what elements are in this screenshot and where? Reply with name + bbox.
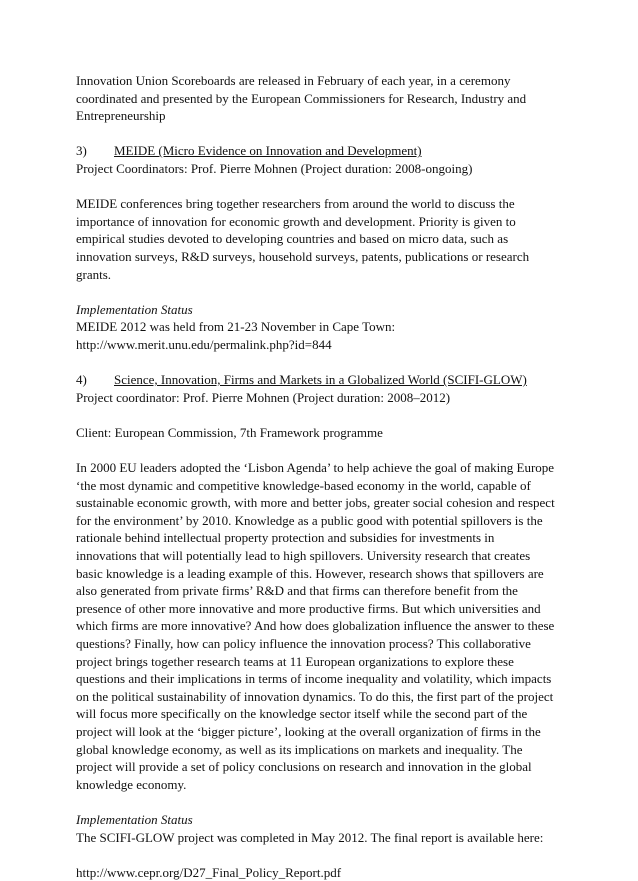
intro-paragraph: Innovation Union Scoreboards are released in February of each year, in a ceremony coordinated and presented by the European Commissioners for Research, Industry and Entrepreneurship: [76, 73, 527, 124]
section-4-title: Science, Innovation, Firms and Markets in a Globalized World (SCIFI-GLOW): [114, 372, 527, 388]
section-4-status-label: Implementation Status: [76, 811, 193, 827]
section-4-client: Client: European Commission, 7th Framework programme: [76, 424, 383, 440]
section-3-coordinators: Project Coordinators: Prof. Pierre Mohnen (Project duration: 2008-ongoing): [76, 160, 473, 176]
section-3-title: MEIDE (Micro Evidence on Innovation and Development): [114, 143, 422, 159]
section-3-link[interactable]: http://www.merit.unu.edu/permalink.php?id=844: [76, 336, 332, 352]
section-4-body: In 2000 EU leaders adopted the ‘Lisbon Agenda’ to help achieve the goal of making Europe ‘the most dynamic and competitive knowledge-based economy in the world, capable of sustainable economic growth, with more and better jobs, greater social cohesion and respect for the environment’ by 2010. Knowledge as a public good with potential spillovers is the rationale behind intellectual property protection and subsidies for investments in innovations that will potentially lead to high spillovers. University research that creates basic knowledge is a leading example of this. However, research shows that spillovers are also generated from private firms’ R&D and that firms can therefore benefit from the presence of other more innovative and more productive firms. But which universities and which firms are more innovative? And how does globalization influence the answer to these questions? Finally, how can policy influence the innovation process? This collaborative project brings together research teams at 11 European organizations to explore these questions and their implications in terms of income inequality and volatility, which impacts on the political sustainability of innovation dynamics. To do this, the first part of the project will focus more specifically on the knowledge sector itself while the second part of the project will look at the ‘bigger picture’, looking at the overall organization of firms in the global knowledge economy, as well as its implications on markets and inequality. The project will provide a set of policy conclusions on research and innovation in the global knowledge economy.: [76, 460, 555, 792]
section-3-heading: [76, 142, 556, 160]
section-4-number: 4): [76, 372, 87, 388]
section-3-description: MEIDE conferences bring together researchers from around the world to discuss the importance of innovation for economic growth and development. Priority is given to empirical studies devoted to developing countries and based on micro data, such as innovation surveys, R&D surveys, household surveys, patents, publications or research grants.: [76, 196, 530, 282]
section-4-heading: [76, 371, 556, 389]
section-3-status-line: MEIDE 2012 was held from 21-23 November in Cape Town:: [76, 319, 396, 335]
section-3-number: 3): [76, 143, 87, 159]
section-4-status-line: The SCIFI-GLOW project was completed in May 2012. The final report is available here:: [76, 829, 544, 845]
section-4-coordinator: Project coordinator: Prof. Pierre Mohnen (Project duration: 2008–2012): [76, 389, 451, 405]
document-page: [76, 72, 556, 881]
section-4-link[interactable]: http://www.cepr.org/D27_Final_Policy_Report.pdf: [76, 864, 342, 880]
section-3-status-label: Implementation Status: [76, 301, 193, 317]
